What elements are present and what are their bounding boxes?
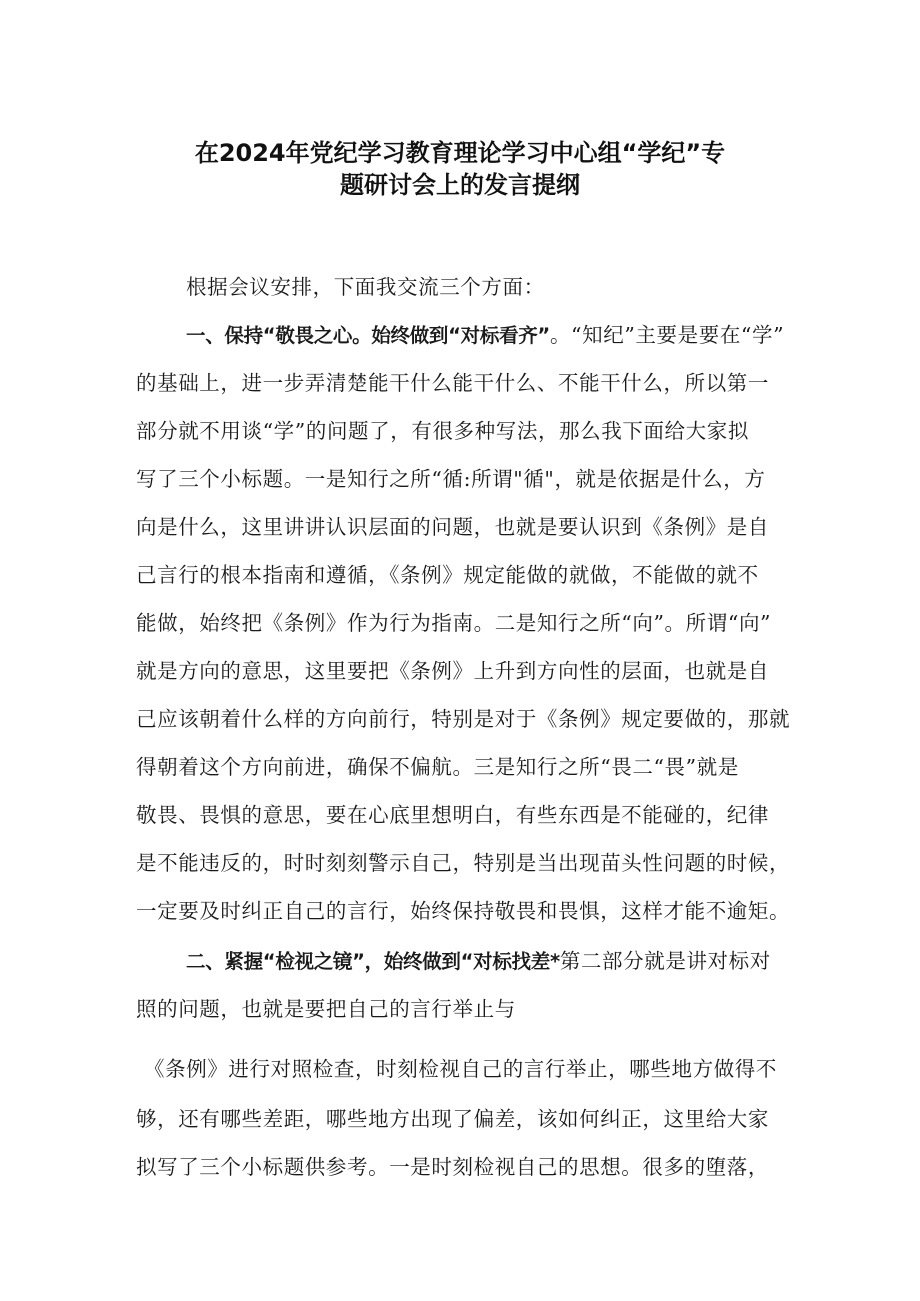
section-2-heading: 二、紧握“检视之镜”，始终做到“对标找差* [186,950,560,973]
section-1-line-12: 是不能违反的，时时刻刻警示自己，特别是当出现苗头性问题的时候， [136,851,791,875]
paragraph-3-line-1: 《条例》进行对照检查，时刻检视自己的言行举止，哪些地方做得不 [144,1057,777,1081]
section-1-line-9: 己应该朝着什么样的方向前行，特别是对于《条例》规定要做的，那就 [136,707,791,731]
section-2-line-2: 照的问题，也就是要把自己的言行举止与 [136,997,516,1021]
section-1-line-2: 的基础上，进一步弄清楚能干什么能干什么、不能干什么，所以第一 [136,371,769,395]
section-1-line-6: 己言行的根本指南和遵循，《条例》规定能做的就做，不能做的就不 [136,563,759,587]
section-2-line-1 [186,944,771,974]
section-2-text: 第二部分就是讲对标对 [559,949,771,973]
section-1-line-13: 一定要及时纠正自己的言行，始终保持敬畏和畏惧，这样才能不逾矩。 [136,899,791,923]
section-1-line-10: 得朝着这个方向前进，确保不偏航。三是知行之所“畏二“畏”就是 [136,755,739,779]
section-1-heading: 一、保持“敬畏之心。始终做到“对标看齐” [186,324,550,347]
section-1-line-3: 部分就不用谈“学”的问题了，有很多种写法，那么我下面给大家拟 [136,419,749,443]
section-1-text: 。“知纪”主要是要在“学” [549,323,785,347]
document-title-line-2: 题研讨会上的发言提纲 [340,171,580,199]
section-1-line-5: 向是什么，这里讲讲认识层面的问题，也就是要认识到《条例》是自 [136,515,769,539]
paragraph-3-line-2: 够，还有哪些差距，哪些地方出现了偏差，该如何纠正，这里给大家 [136,1107,769,1131]
section-1-line-8: 就是方向的意思，这里要把《条例》上升到方向性的层面，也就是自 [136,659,769,683]
section-1-line-4: 写了三个小标题。一是知行之所“循:所谓"循"，就是依据是什么，方 [136,467,766,491]
paragraph-3-line-3: 拟写了三个小标题供参考。一是时刻检视自己的思想。很多的堕落， [136,1155,769,1179]
section-1-line-11: 敬畏、畏惧的意思，要在心底里想明白，有些东西是不能碰的，纪律 [136,803,769,827]
document-title-line-1: 在2024年党纪学习教育理论学习中心组“学纪”专 [194,139,726,167]
intro-paragraph: 根据会议安排，下面我交流三个方面： [186,275,545,299]
section-1-line-1 [186,318,784,348]
section-1-line-7: 能做，始终把《条例》作为行为指南。二是知行之所“向”。所谓“向” [136,611,772,635]
